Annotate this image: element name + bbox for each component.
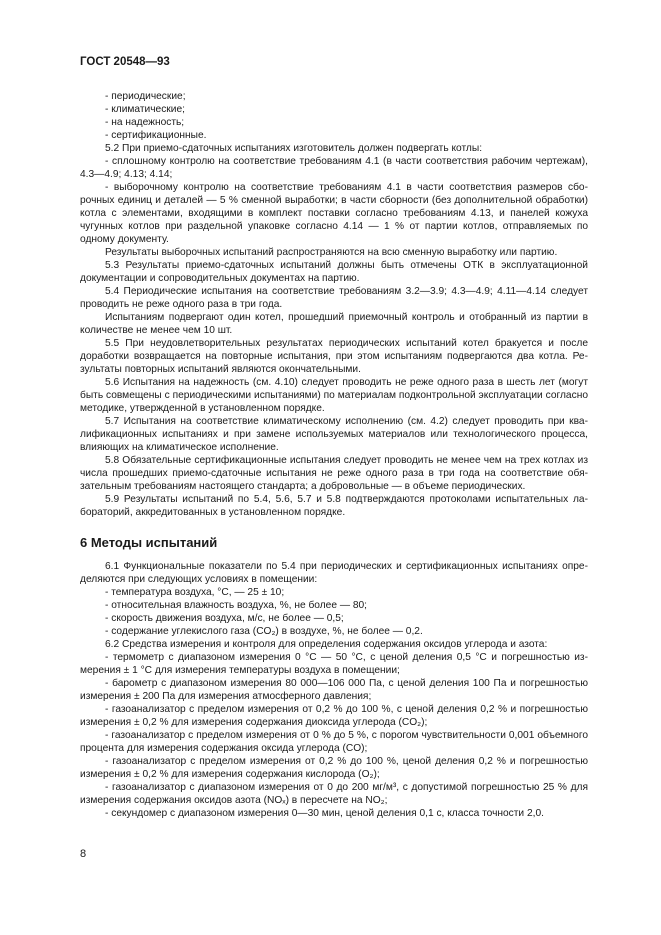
- list-item: - термометр с диапазоном измерения 0 °С — 50 °С, с ценой деления 0,5 °С и погрешностью измерения ± 1 °С для измерения температуры воздуха в помещении;: [80, 652, 588, 676]
- list-item: - сертификационные.: [105, 130, 207, 141]
- list-item: - газоанализатор с пределом измерения от 0 % до 5 %, с порогом чувствительности 0,001 объемного процента для измерения содержания оксида углерода (CO);: [80, 730, 588, 754]
- list-item: - периодические;: [105, 91, 186, 102]
- list-item: - содержание углекислого газа (CO₂) в воздухе, %, не более — 0,2.: [105, 626, 423, 637]
- paragraph-5-2: 5.2 При приемо-сдаточных испытаниях изготовитель должен подвергать котлы:: [105, 143, 483, 154]
- paragraph: Испытаниям подвергают один котел, прошедший приемочный контроль и отобранный из партии в количестве не менее чем 10 шт.: [80, 312, 588, 336]
- list-item: - секундомер с диапазоном измерения 0—30 мин, ценой деления 0,1 с, класса точности 2,0.: [105, 808, 544, 819]
- list-item: - температура воздуха, °С, — 25 ± 10;: [105, 587, 285, 598]
- paragraph-5-9: 5.9 Результаты испытаний по 5.4, 5.6, 5.7 и 5.8 подтверждаются протоколами испытательных лабораторий, аккредитованных в установленном порядке.: [80, 494, 588, 518]
- list-item: - климатические;: [105, 104, 185, 115]
- paragraph: Результаты выборочных испытаний распространяются на всю сменную выработку или партию.: [105, 247, 558, 258]
- paragraph-5-6: 5.6 Испытания на надежность (см. 4.10) следует проводить не реже одного раза в шесть лет (могут быть совмещены с периодическими испытаниями) по материалам подконтрольной эксплуатации согласно методике, утвержденной в установленном порядке.: [80, 377, 588, 414]
- paragraph-5-7: 5.7 Испытания на соответствие климатическому исполнению (см. 4.2) следует проводить при квалификационных испытаниях и при замене используемых материалов или технологического процесса, влияющих на климатическое исполнение.: [80, 416, 588, 453]
- list-item: - относительная влажность воздуха, %, не более — 80;: [105, 600, 368, 611]
- list-item: - газоанализатор с пределом измерения от 0,2 % до 100 %, с ценой деления 0,2 % и погрешностью измерения ± 0,2 % для измерения содержания диоксида углерода (CO₂);: [80, 704, 588, 728]
- list-item: - барометр с диапазоном измерения 80 000—106 000 Па, с ценой деления 100 Па и погрешностью измерения ± 200 Па для измерения атмосферного давления;: [80, 678, 588, 702]
- list-item: - выборочному контролю на соответствие требованиям 4.1 в части соответствия размеров сборочных единиц и деталей — 5 % сменной выработки; в части сборности (без дополнительной обработки) котла с элементами, входящими в комплект поставки согласно требованиям 4.13, и панелей кожуха чугунных котлов при раздельной упаковке согласно 4.14 — 1 % от партии котлов, отправляемых по одному документу.: [80, 182, 588, 245]
- document-code: ГОСТ 20548—93: [80, 56, 170, 68]
- paragraph-5-3: 5.3 Результаты приемо-сдаточных испытаний должны быть отмечены ОТК в эксплуатационной документации и сопроводительных документах на партию.: [80, 260, 588, 284]
- paragraph-5-4: 5.4 Периодические испытания на соответствие требованиям 3.2—3.9; 4.3—4.9; 4.11—4.14 следует проводить не реже одного раза в три года.: [80, 286, 588, 310]
- document-body: [80, 90, 588, 820]
- paragraph-6-1: 6.1 Функциональные показатели по 5.4 при периодических и сертификационных испытаниях определяются при следующих условиях в помещении:: [80, 561, 588, 585]
- list-item: - сплошному контролю на соответствие требованиям 4.1 (в части соответствия рабочим чертежам), 4.3—4.9; 4.13; 4.14;: [80, 156, 588, 180]
- page-number: 8: [80, 848, 87, 860]
- list-item: - скорость движения воздуха, м/с, не более — 0,5;: [105, 613, 344, 624]
- list-item: - на надежность;: [105, 117, 185, 128]
- paragraph-5-8: 5.8 Обязательные сертификационные испытания следует проводить не менее чем на трех котлах из числа прошедших приемо-сдаточные испытания не реже одного раза в три года на соответствие обязательным требованиям настоящего стандарта; а добровольные — в объеме периодических.: [80, 455, 588, 492]
- paragraph-5-5: 5.5 При неудовлетворительных результатах периодических испытаний котел бракуется и после доработки возвращается на повторные испытания, при этом испытаниям подвергаются два котла. Результаты повторных испытаний являются окончательными.: [80, 338, 588, 375]
- list-item: - газоанализатор с диапазоном измерения от 0 до 200 мг/м³, с допустимой погрешностью 25 % для измерения содержания оксидов азота (NOₓ) в пересчете на NO₂;: [80, 782, 588, 806]
- section-heading: 6 Методы испытаний: [80, 535, 218, 550]
- paragraph-6-2: 6.2 Средства измерения и контроля для определения содержания оксидов углерода и азота:: [105, 639, 548, 650]
- list-item: - газоанализатор с пределом измерения от 0,2 % до 100 %, ценой деления 0,2 % и погрешностью измерения ± 0,2 % для измерения содержания кислорода (O₂);: [80, 756, 588, 780]
